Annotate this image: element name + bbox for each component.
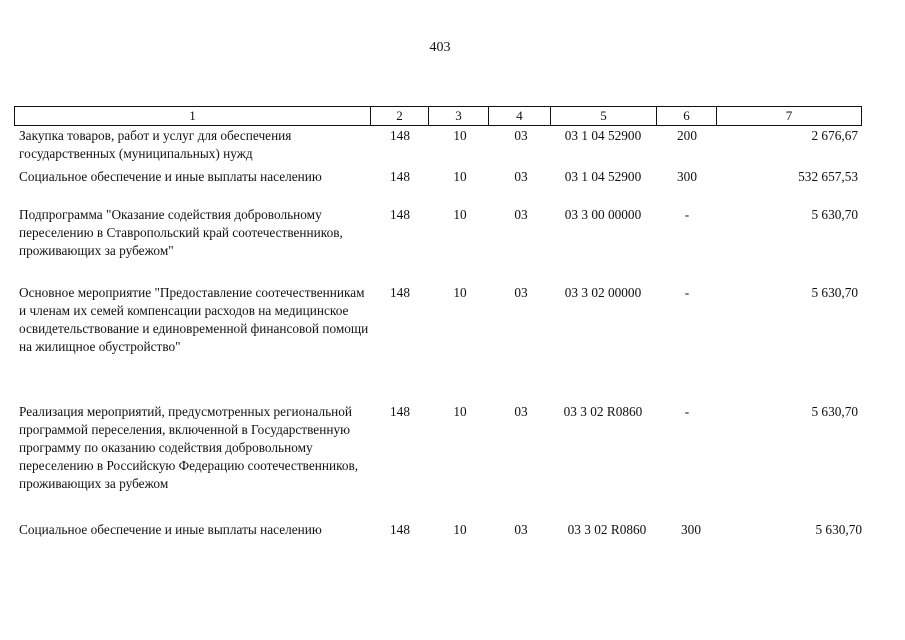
row-col-6: - bbox=[684, 404, 690, 419]
row-name: Подпрограмма "Оказание содействия добровольному переселению в Ставропольский край соотечественников, проживающих за рубежом" bbox=[19, 207, 343, 258]
row-col-7: 5 630,70 bbox=[811, 404, 858, 419]
row-col-6: 300 bbox=[677, 169, 697, 184]
header-col-5: 5 bbox=[550, 107, 656, 125]
header-col-4: 4 bbox=[488, 107, 550, 125]
row-col-2: 148 bbox=[390, 285, 410, 300]
row-col-4: 03 bbox=[514, 522, 528, 537]
row-name: Закупка товаров, работ и услуг для обеспечения государственных (муниципальных) нужд bbox=[19, 128, 292, 161]
row-col-5: 03 3 02 00000 bbox=[564, 285, 642, 300]
header-col-6: 6 bbox=[656, 107, 716, 125]
row-name: Основное мероприятие "Предоставление соотечественникам и членам их семей компенсации расходов на медицинское освидетельствование и единовременной финансовой помощи на жилищное обустройство" bbox=[19, 285, 369, 354]
table-header bbox=[14, 106, 862, 126]
row-col-7: 5 630,70 bbox=[811, 207, 858, 222]
row-col-3: 10 bbox=[453, 285, 467, 300]
row-col-2: 148 bbox=[390, 207, 410, 222]
row-col-6: 300 bbox=[681, 522, 701, 537]
row-col-7: 5 630,70 bbox=[815, 522, 862, 537]
header-col-3: 3 bbox=[428, 107, 488, 125]
row-col-5: 03 3 02 R0860 bbox=[567, 522, 647, 537]
row-col-7: 532 657,53 bbox=[798, 169, 858, 184]
row-col-7: 5 630,70 bbox=[811, 285, 858, 300]
row-col-6: - bbox=[684, 285, 690, 300]
row-col-5: 03 1 04 52900 bbox=[564, 169, 642, 184]
row-col-3: 10 bbox=[453, 207, 467, 222]
row-col-3: 10 bbox=[453, 169, 467, 184]
row-col-2: 148 bbox=[390, 128, 410, 143]
row-col-4: 03 bbox=[514, 128, 528, 143]
row-col-6: - bbox=[684, 207, 690, 222]
row-col-4: 03 bbox=[514, 285, 528, 300]
row-name: Социальное обеспечение и иные выплаты населению bbox=[19, 169, 322, 184]
row-col-7: 2 676,67 bbox=[811, 128, 858, 143]
row-name: Социальное обеспечение и иные выплаты населению bbox=[19, 522, 322, 537]
header-col-2: 2 bbox=[370, 107, 428, 125]
row-col-4: 03 bbox=[514, 207, 528, 222]
row-col-3: 10 bbox=[453, 404, 467, 419]
row-col-2: 148 bbox=[390, 169, 410, 184]
row-col-4: 03 bbox=[514, 404, 528, 419]
row-col-5: 03 3 00 00000 bbox=[564, 207, 642, 222]
row-col-5: 03 1 04 52900 bbox=[564, 128, 642, 143]
row-col-6: 200 bbox=[677, 128, 697, 143]
row-col-3: 10 bbox=[453, 128, 467, 143]
header-col-1: 1 bbox=[14, 107, 370, 125]
row-name: Реализация мероприятий, предусмотренных региональной программой переселения, включенной в Государственную программу по оказанию содействия добровольному переселению в Российскую Федерацию соотечественников, проживающих за рубежом bbox=[19, 404, 359, 491]
header-col-7: 7 bbox=[716, 107, 862, 125]
row-col-5: 03 3 02 R0860 bbox=[563, 404, 643, 419]
row-col-3: 10 bbox=[453, 522, 467, 537]
page-number: 403 bbox=[429, 40, 451, 55]
row-col-4: 03 bbox=[514, 169, 528, 184]
row-col-2: 148 bbox=[390, 522, 410, 537]
row-col-2: 148 bbox=[390, 404, 410, 419]
